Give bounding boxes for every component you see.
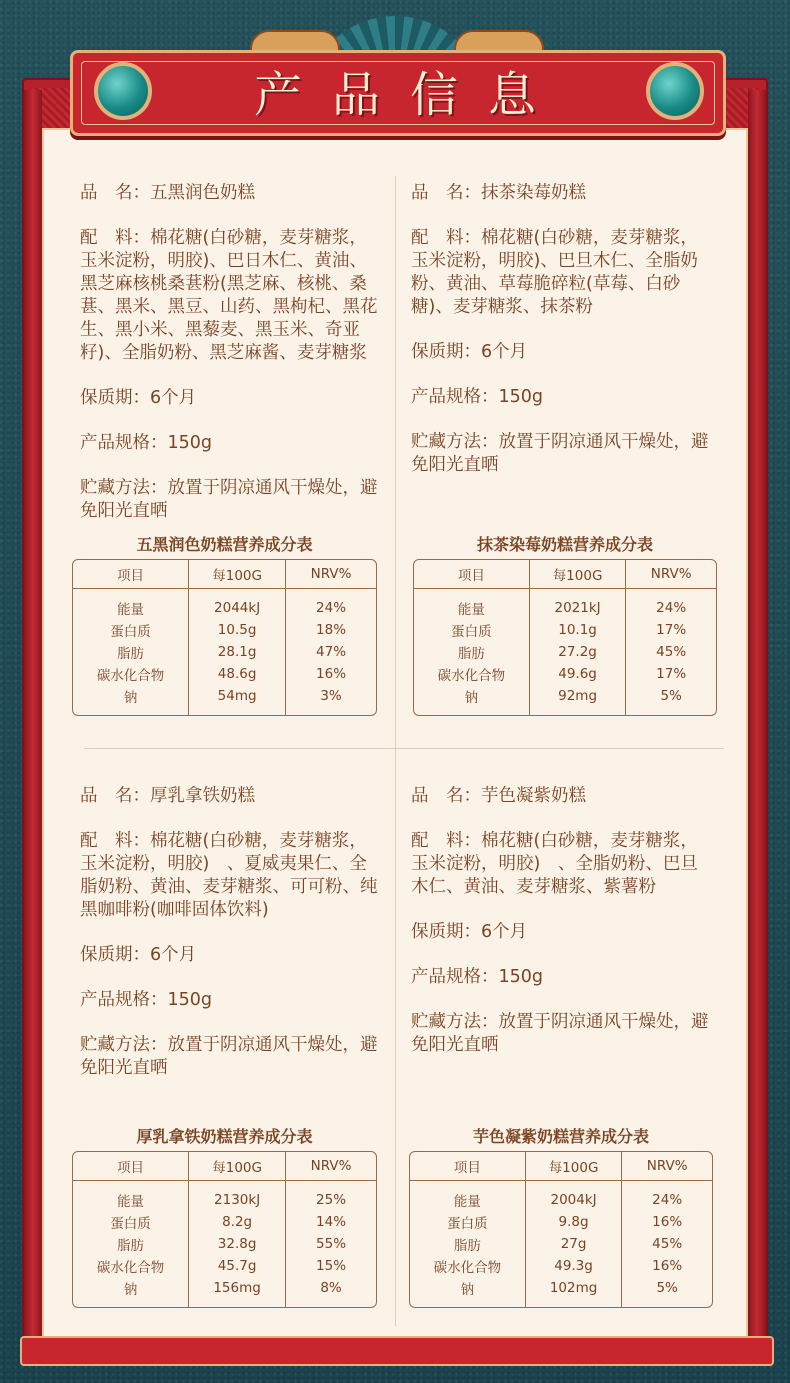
product-ingredients: 配 料：棉花糖(白砂糖，麦芽糖浆，玉米淀粉，明胶) 、全脂奶粉、巴旦木仁、黄油、麦芽糖浆、紫薯粉 (411, 831, 698, 897)
nutrition-table-title: 厚乳拿铁奶糕营养成分表 (136, 1127, 313, 1146)
table-cell: 脂肪 (117, 1238, 145, 1254)
table-cell: 45% (621, 1233, 712, 1255)
table-cell: 9.8g (525, 1211, 622, 1233)
table-cell: 能量 (453, 1194, 481, 1210)
table-header-cell: 项目 (414, 560, 529, 589)
page-title: 产品信息 (253, 67, 566, 123)
table-cell: 10.5g (188, 619, 285, 641)
table-cell: 24% (621, 1181, 712, 1211)
table-row (414, 685, 716, 715)
horizontal-divider (84, 748, 724, 749)
product-name: 品 名：芋色凝紫奶糕 (411, 786, 586, 806)
table-cell: 24% (625, 589, 716, 619)
table-cell: 5% (625, 685, 716, 715)
table-cell: 47% (285, 641, 376, 663)
table-row (414, 641, 716, 663)
table-cell: 2044kJ (188, 589, 285, 619)
table-header-cell: NRV% (285, 560, 376, 589)
product-storage: 贮藏方法：放置于阴凉通风干燥处，避免阳光直晒 (411, 432, 709, 475)
product-spec: 产品规格：150g (80, 990, 213, 1010)
nutrition-table-title: 抹茶染莓奶糕营养成分表 (476, 535, 653, 554)
table-header-cell: NRV% (285, 1152, 376, 1181)
table-row (414, 663, 716, 685)
product-shelf: 保质期：6个月 (411, 922, 528, 942)
table-cell: 49.6g (529, 663, 626, 685)
nutrition-table (72, 559, 377, 716)
table-cell: 27g (525, 1233, 622, 1255)
table-cell: 45.7g (188, 1255, 285, 1277)
table-cell: 脂肪 (453, 1238, 481, 1254)
table-cell: 102mg (525, 1277, 622, 1307)
right-pillar (748, 90, 766, 1345)
bottom-frame-bar (20, 1336, 774, 1366)
table-row (414, 589, 716, 619)
table-header-cell: 每100G (525, 1152, 622, 1181)
table-cell: 48.6g (188, 663, 285, 685)
table-row (410, 1211, 712, 1233)
product-storage: 贮藏方法：放置于阴凉通风干燥处，避免阳光直晒 (80, 478, 378, 521)
product-storage: 贮藏方法：放置于阴凉通风干燥处，避免阳光直晒 (411, 1012, 709, 1055)
left-pillar (24, 90, 42, 1345)
table-row (73, 663, 376, 685)
table-cell: 16% (621, 1211, 712, 1233)
product-shelf: 保质期：6个月 (411, 342, 528, 362)
product-shelf: 保质期：6个月 (80, 945, 197, 965)
table-cell: 25% (285, 1181, 376, 1211)
product-ingredients: 配 料：棉花糖(白砂糖，麦芽糖浆，玉米淀粉，明胶) 、夏威夷果仁、全脂奶粉、黄油、麦芽糖浆、可可粉、纯黑咖啡粉(咖啡固体饮料) (80, 831, 378, 920)
table-header-cell: 每100G (529, 560, 626, 589)
product-shelf: 保质期：6个月 (80, 388, 197, 408)
nutrition-table-title: 芋色凝紫奶糕营养成分表 (472, 1127, 649, 1146)
table-cell: 8.2g (188, 1211, 285, 1233)
product-storage: 贮藏方法：放置于阴凉通风干燥处，避免阳光直晒 (80, 1035, 378, 1078)
table-header-cell: 每100G (188, 560, 285, 589)
table-header-cell: NRV% (621, 1152, 712, 1181)
table-cell: 碳水化合物 (96, 1260, 165, 1276)
table-cell: 28.1g (188, 641, 285, 663)
table-cell: 92mg (529, 685, 626, 715)
product-name: 品 名：抹茶染莓奶糕 (411, 183, 586, 203)
nutrition-table (409, 1151, 713, 1308)
table-cell: 蛋白质 (451, 624, 492, 640)
table-header-cell: 项目 (73, 560, 188, 589)
table-cell: 54mg (188, 685, 285, 715)
table-cell: 27.2g (529, 641, 626, 663)
table-cell: 蛋白质 (447, 1216, 488, 1232)
table-cell: 10.1g (529, 619, 626, 641)
table-cell: 2004kJ (525, 1181, 622, 1211)
product-name: 品 名：五黑润色奶糕 (80, 183, 255, 203)
table-cell: 钠 (460, 1282, 475, 1298)
table-cell: 钠 (464, 690, 479, 706)
table-cell: 24% (285, 589, 376, 619)
table-row (73, 641, 376, 663)
table-cell: 蛋白质 (110, 624, 151, 640)
nutrition-table (413, 559, 717, 716)
product-ingredients: 配 料：棉花糖(白砂糖，麦芽糖浆，玉米淀粉，明胶)、巴旦木仁、全脂奶粉、黄油、草莓脆碎粒(草莓、白砂糖)、麦芽糖浆、抹茶粉 (411, 228, 698, 317)
table-cell: 3% (285, 685, 376, 715)
table-row (73, 685, 376, 715)
product-name: 品 名：厚乳拿铁奶糕 (80, 786, 255, 806)
product-spec: 产品规格：150g (411, 967, 544, 987)
table-cell: 2021kJ (529, 589, 626, 619)
table-cell: 碳水化合物 (433, 1260, 502, 1276)
table-row (73, 1181, 376, 1211)
table-cell: 能量 (117, 602, 145, 618)
table-row (410, 1277, 712, 1307)
table-header-cell: 项目 (410, 1152, 525, 1181)
vertical-divider (395, 176, 396, 1326)
table-header-cell: 项目 (73, 1152, 188, 1181)
table-header-cell: NRV% (625, 560, 716, 589)
table-header-cell: 每100G (188, 1152, 285, 1181)
table-cell: 45% (625, 641, 716, 663)
table-row (73, 1277, 376, 1307)
table-cell: 碳水化合物 (96, 668, 165, 684)
table-cell: 14% (285, 1211, 376, 1233)
product-info-3 (80, 785, 380, 1080)
table-row (73, 1233, 376, 1255)
product-ingredients: 配 料：棉花糖(白砂糖，麦芽糖浆，玉米淀粉，明胶)、巴日木仁、黄油、黑芝麻核桃桑葚粉(黑芝麻、核桃、桑葚、黑米、黑豆、山药、黑枸杞、黑花生、黑小米、黑藜麦、黑玉米、奇亚籽)、全脂奶粉、黑芝麻酱、麦芽糖浆 (80, 228, 378, 363)
table-row (410, 1255, 712, 1277)
table-cell: 能量 (457, 602, 485, 618)
table-cell: 55% (285, 1233, 376, 1255)
nutrition-table-title: 五黑润色奶糕营养成分表 (136, 535, 313, 554)
table-cell: 5% (621, 1277, 712, 1307)
table-cell: 蛋白质 (110, 1216, 151, 1232)
table-row (414, 619, 716, 641)
table-cell: 17% (625, 663, 716, 685)
table-cell: 2130kJ (188, 1181, 285, 1211)
product-spec: 产品规格：150g (80, 433, 213, 453)
table-cell: 钠 (123, 1282, 138, 1298)
table-cell: 49.3g (525, 1255, 622, 1277)
table-cell: 16% (621, 1255, 712, 1277)
product-info-4 (411, 785, 709, 1057)
table-cell: 碳水化合物 (437, 668, 506, 684)
table-cell: 18% (285, 619, 376, 641)
table-cell: 能量 (117, 1194, 145, 1210)
table-row (410, 1181, 712, 1211)
table-row (73, 589, 376, 619)
table-cell: 8% (285, 1277, 376, 1307)
table-cell: 15% (285, 1255, 376, 1277)
nutrition-table (72, 1151, 377, 1308)
table-cell: 脂肪 (117, 646, 145, 662)
product-spec: 产品规格：150g (411, 387, 544, 407)
product-info-1 (80, 182, 380, 523)
table-row (73, 1255, 376, 1277)
product-info-2 (411, 182, 709, 477)
table-cell: 156mg (188, 1277, 285, 1307)
table-row (73, 1211, 376, 1233)
table-cell: 脂肪 (457, 646, 485, 662)
table-cell: 16% (285, 663, 376, 685)
table-cell: 17% (625, 619, 716, 641)
table-row (73, 619, 376, 641)
table-row (410, 1233, 712, 1255)
table-cell: 32.8g (188, 1233, 285, 1255)
table-cell: 钠 (123, 690, 138, 706)
